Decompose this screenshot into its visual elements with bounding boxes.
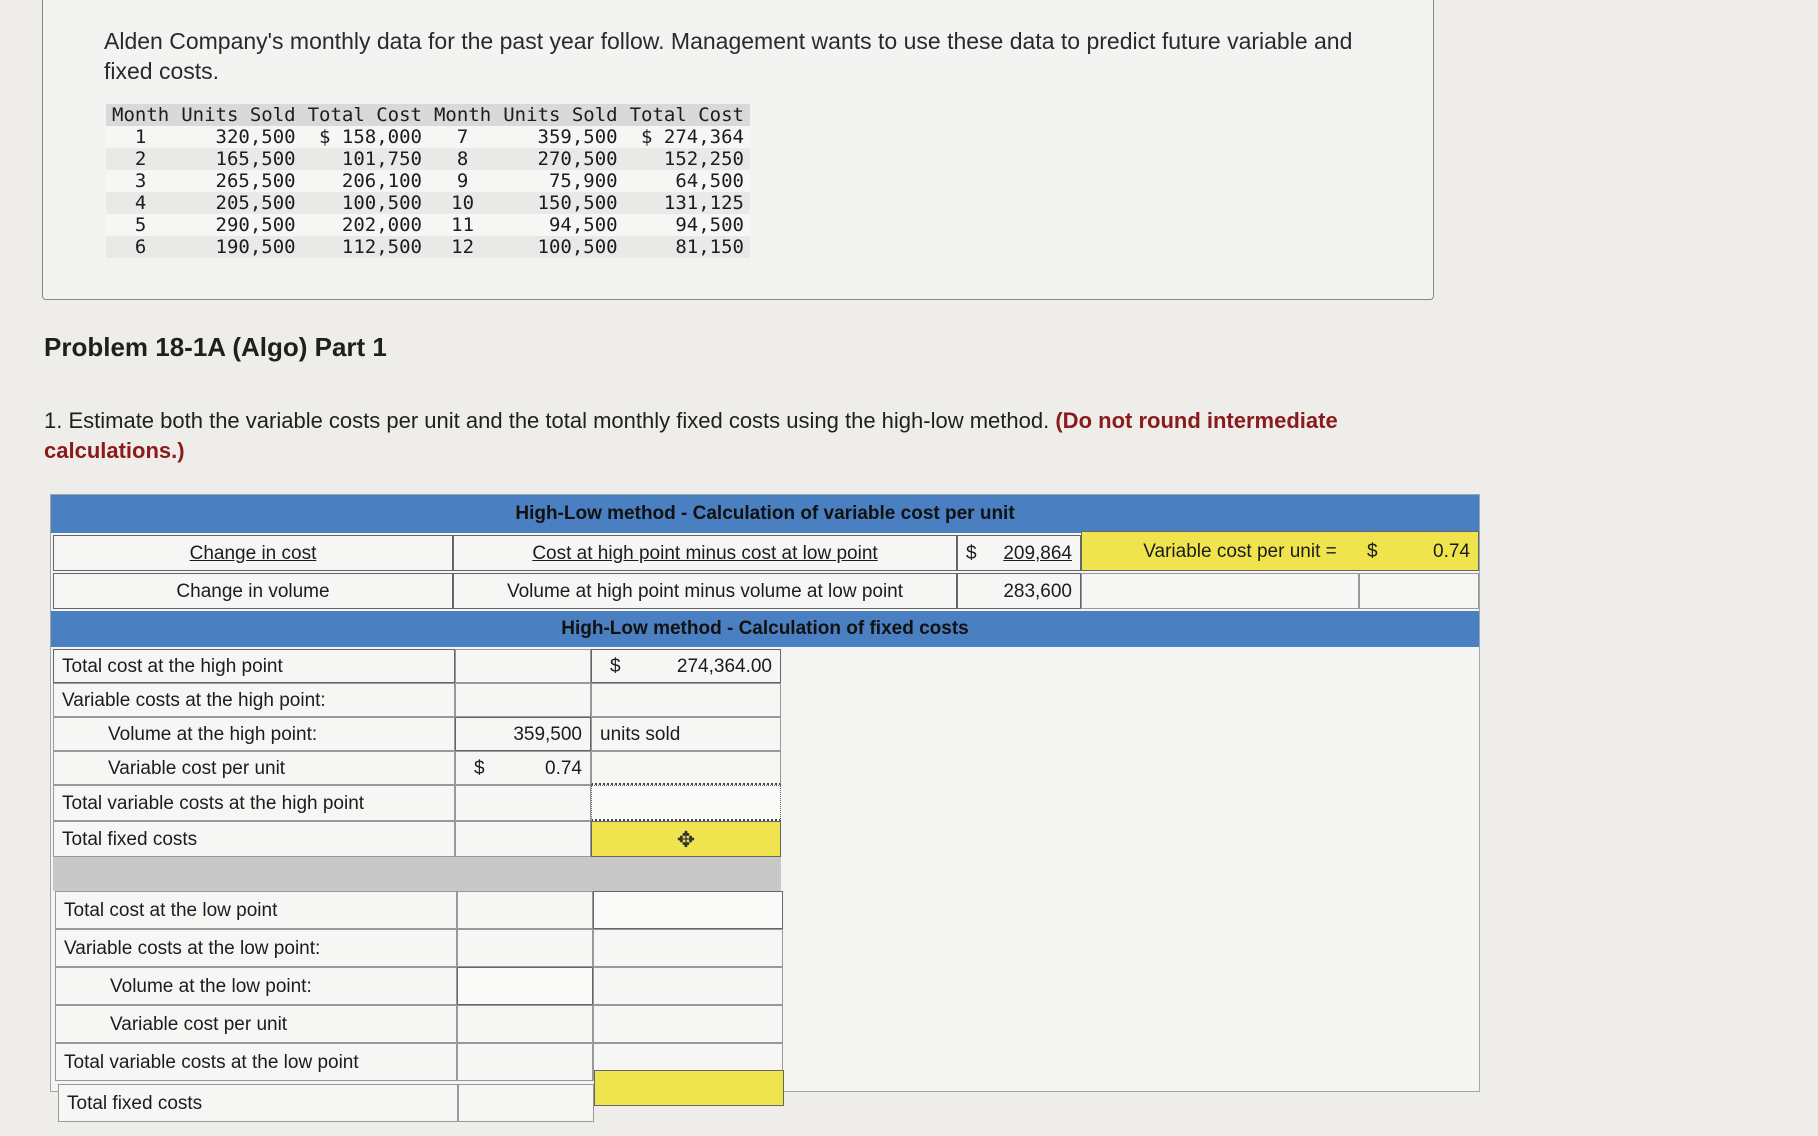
table-cell: 64,500 xyxy=(675,170,744,192)
high-vcpu-currency: $ xyxy=(474,758,485,779)
table-cell: 94,500 xyxy=(675,214,744,236)
table-cell: 202,000 xyxy=(341,214,422,236)
table-cell: 359,500 xyxy=(537,126,618,148)
table-cell: 10 xyxy=(428,192,497,214)
table-cell: 270,500 xyxy=(497,148,623,170)
low-variable-costs-label: Variable costs at the low point: xyxy=(55,929,457,967)
high-total-fixed-input[interactable] xyxy=(591,821,781,857)
table-cell: 12 xyxy=(428,236,497,258)
empty-cell xyxy=(455,785,591,821)
high-vcpu-cell[interactable] xyxy=(455,751,591,785)
high-variable-costs-label: Variable costs at the high point: xyxy=(53,683,455,717)
instruction-main: 1. Estimate both the variable costs per unit and the total monthly fixed costs using the high-low method. xyxy=(44,408,1050,433)
empty-cell xyxy=(455,683,591,717)
instruction xyxy=(44,406,1444,466)
column-header: Units Sold xyxy=(175,104,301,126)
table-row xyxy=(106,236,750,258)
table-cell: 5 xyxy=(134,214,147,236)
table-cell: 152,250 xyxy=(624,148,750,170)
low-total-fixed-label: Total fixed costs xyxy=(58,1084,458,1122)
empty-cell xyxy=(455,821,591,857)
table-cell: 94,500 xyxy=(548,214,618,236)
table-row xyxy=(106,148,750,170)
high-volume-label: Volume at the high point: xyxy=(53,717,455,751)
cost-value: 209,864 xyxy=(1003,543,1072,564)
column-header: Total Cost xyxy=(624,104,750,126)
instruction-note: (Do not round intermediate calculations.) xyxy=(44,408,1338,463)
empty-cell xyxy=(1359,573,1479,609)
low-total-cost-input[interactable] xyxy=(593,891,783,929)
high-volume-unit: units sold xyxy=(591,717,781,751)
table-cell: 131,125 xyxy=(624,192,750,214)
table-cell: 2 xyxy=(106,148,175,170)
high-vcpu-label: Variable cost per unit xyxy=(53,751,455,785)
high-volume-cell[interactable]: 359,500 xyxy=(455,717,591,751)
high-total-variable-input[interactable] xyxy=(591,785,781,821)
high-total-cost-label: Total cost at the high point xyxy=(53,649,455,683)
variable-cost-result-label: Variable cost per unit = xyxy=(1081,531,1399,571)
table-cell: 4 xyxy=(106,192,175,214)
empty-cell xyxy=(591,683,781,717)
table-cell: 190,500 xyxy=(175,236,301,258)
empty-cell xyxy=(593,929,783,967)
table-cell: 100,500 xyxy=(497,236,623,258)
empty-cell xyxy=(593,967,783,1005)
table-cell: 320,500 xyxy=(215,126,296,148)
result-value: 0.74 xyxy=(1433,541,1470,562)
table-cell: $ 158,000 xyxy=(319,126,422,148)
table-cell: 112,500 xyxy=(302,236,428,258)
problem-title: Problem 18-1A (Algo) Part 1 xyxy=(44,332,387,362)
table-cell: 101,750 xyxy=(302,148,428,170)
table-cell: $ 274,364 xyxy=(641,126,744,148)
section-separator xyxy=(53,857,781,891)
column-header: Month xyxy=(106,104,175,126)
empty-cell xyxy=(457,1005,593,1043)
table-row xyxy=(106,192,750,214)
empty-cell xyxy=(457,929,593,967)
table-cell: 290,500 xyxy=(215,214,296,236)
change-in-cost-label: Change in cost xyxy=(53,535,453,571)
empty-cell xyxy=(455,649,591,683)
low-volume-input[interactable] xyxy=(457,967,593,1005)
low-total-fixed-input[interactable] xyxy=(594,1070,784,1106)
empty-cell xyxy=(457,891,593,929)
table-row xyxy=(106,126,750,148)
monthly-data-table xyxy=(106,104,750,258)
table-cell: 7 xyxy=(456,126,469,148)
high-total-variable-label: Total variable costs at the high point xyxy=(53,785,455,821)
fixed-section-header: High-Low method - Calculation of fixed costs xyxy=(51,611,1479,647)
variable-cost-result-cell[interactable] xyxy=(1359,531,1479,571)
low-vcpu-label: Variable cost per unit xyxy=(55,1005,457,1043)
table-cell: 81,150 xyxy=(624,236,750,258)
column-header: Month xyxy=(428,104,497,126)
volume-value-cell[interactable]: 283,600 xyxy=(957,573,1081,609)
table-cell: 165,500 xyxy=(175,148,301,170)
move-cursor-icon: ✥ xyxy=(676,827,696,852)
table-cell: 205,500 xyxy=(175,192,301,214)
result-currency: $ xyxy=(1367,541,1378,562)
change-in-volume-label: Change in volume xyxy=(53,573,453,609)
empty-cell xyxy=(1081,573,1359,609)
table-row xyxy=(106,170,750,192)
table-cell: 75,900 xyxy=(548,170,618,192)
table-cell: 6 xyxy=(106,236,175,258)
table-cell: 11 xyxy=(451,214,475,236)
empty-cell xyxy=(591,751,781,785)
column-header: Total Cost xyxy=(302,104,428,126)
high-total-cost-currency: $ xyxy=(610,656,621,677)
intro-text: Alden Company's monthly data for the past year follow. Management wants to use these data to predict future variable and fixed costs. xyxy=(104,28,1353,84)
high-total-cost-value: 274,364.00 xyxy=(676,656,772,677)
volume-desc-label: Volume at high point minus volume at low point xyxy=(453,573,957,609)
table-cell: 3 xyxy=(134,170,147,192)
table-header-row xyxy=(106,104,750,126)
cost-currency: $ xyxy=(966,543,977,564)
low-total-variable-label: Total variable costs at the low point xyxy=(55,1043,457,1081)
table-row xyxy=(106,214,750,236)
variable-section-header: High-Low method - Calculation of variable cost per unit xyxy=(51,495,1479,533)
table-cell: 206,100 xyxy=(341,170,422,192)
low-volume-label: Volume at the low point: xyxy=(55,967,457,1005)
empty-cell xyxy=(593,1005,783,1043)
table-cell: 265,500 xyxy=(215,170,296,192)
cost-desc-label: Cost at high point minus cost at low point xyxy=(453,535,957,571)
low-total-cost-label: Total cost at the low point xyxy=(55,891,457,929)
table-cell: 1 xyxy=(134,126,147,148)
table-cell: 100,500 xyxy=(302,192,428,214)
high-low-worksheet xyxy=(50,494,1480,1092)
table-cell: 150,500 xyxy=(497,192,623,214)
high-total-cost-cell[interactable] xyxy=(591,649,781,683)
high-total-fixed-label: Total fixed costs xyxy=(53,821,455,857)
cost-value-cell[interactable] xyxy=(957,535,1081,571)
column-header: Units Sold xyxy=(497,104,623,126)
table-cell: 8 xyxy=(428,148,497,170)
high-vcpu-value: 0.74 xyxy=(545,758,582,779)
empty-cell xyxy=(458,1084,594,1122)
table-cell: 9 xyxy=(456,170,469,192)
empty-cell xyxy=(457,1043,593,1081)
